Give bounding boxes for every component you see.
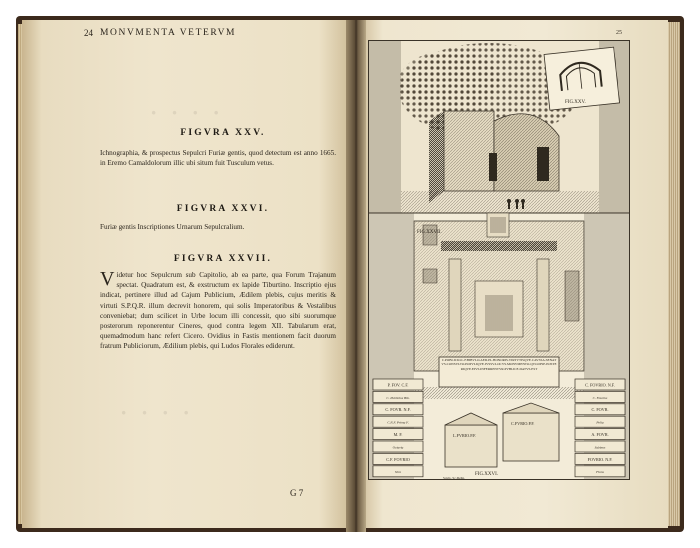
plate-label-bottom: FIG.XXVI. — [475, 472, 499, 477]
page-number-right: 25 — [616, 30, 622, 36]
book-gutter — [346, 20, 366, 532]
figure-text-27: Videtur hoc Sepulcrum sub Capitolio, ab ea parte, qua Forum Trajanum spectat. Quadratum est, & exstructum ex lapide Tiburtino. Inscriptio ejus indicat, pertinere illud ad Cajum Publicium, Ædilem plebis, cujus meritis & virtuti S.P.Q.R. illum decrevit honorem, qui solis Imperatoribus & Vestalibus conveniebat; dum scilicet in Urbe locum illi concessit, quo sibi suorumque posterorum reponerentur Cineres, quod contra legem XII. Tabularum erat, quemadmodum hanc refert Cicero. Ovidius in Fastis mentionem facit duorum fratrum Publiciorum, Ædilium plebis, qui Ludos Florales ediderunt. — [100, 268, 336, 351]
right-urn-label: FOVRIO. N.F. — [587, 456, 613, 462]
plate-label-middle: FIG.XXVII. — [417, 230, 442, 235]
figure-heading-25: FIGVRA XXV. — [180, 128, 266, 138]
left-urn-label: C. Publicius Bib. — [386, 395, 410, 400]
bleed-through: · · · · — [150, 100, 224, 125]
drop-cap: V — [100, 268, 115, 290]
right-page-edges — [668, 22, 680, 526]
left-urn-label: P. FOV. C.F. — [387, 382, 409, 388]
left-urn-label: Octavia — [392, 445, 404, 450]
left-urn-label: Vero — [394, 470, 402, 475]
left-urn-label: C.F. FOVRIO — [386, 456, 410, 462]
figure-text-26: Furiæ gentis Inscriptiones Urnarum Sepulcralium. — [100, 223, 245, 231]
bleed-through: · · · · — [120, 400, 194, 425]
right-urn-label: C. FOVR. — [591, 407, 609, 413]
figure-heading-27: FIGVRA XXVII. — [173, 254, 273, 264]
running-head: MONVMENTA VETERVM — [100, 28, 237, 38]
right-urn-label: Pelia — [596, 420, 604, 425]
plate-label-top: FIG.XXV. — [565, 100, 586, 105]
right-urn-label: A. FOVR. — [591, 432, 609, 437]
figure-heading-26: FIGVRA XXVI. — [176, 204, 270, 214]
signature-mark: G 7 — [290, 488, 304, 498]
left-urn-label: M. F. — [393, 432, 403, 437]
left-urn-label: C.N.F. Prima F. — [387, 420, 409, 425]
right-urn-label: C. FOVRIO. N.F. — [585, 382, 615, 388]
monument-inscription: C.POBLICIO.L.F.BIBVLO.AED.PL.HONORIS.VIRTVTISQVE.CAVSSA.SENATVS.CONSVLTO.POPVLIQVE.IVSSV.LOCVS.MONVMENTO.QVO.IPSE.POSTERIQVE.EIVS.INFERRENTVR.PVBLICE.DATVS.EST — [441, 358, 557, 371]
engraving-illustration — [369, 41, 629, 479]
page-number-left: 24 — [84, 28, 93, 38]
engraving-plate — [368, 40, 630, 480]
engraver-credits: Sculp. Sc.Delin. — [443, 476, 466, 479]
center-urn-1: L.FVRIO.P.F. — [453, 433, 477, 438]
figure-text-25: Ichnographia, & prospectus Sepulcri Furiæ gentis, quod detectum est anno 1665. in Eremo Camaldolorum illic ubi situm fuit Tusculum vetus. — [100, 149, 336, 168]
right-urn-label: Sabinus — [594, 445, 606, 450]
left-urn-label: C. FOVR. N.F. — [385, 407, 411, 413]
right-urn-label: C. Fourius — [592, 395, 608, 400]
center-urn-2: C.FVRIO.P.F. — [511, 421, 535, 426]
right-urn-label: Flora — [596, 470, 604, 475]
